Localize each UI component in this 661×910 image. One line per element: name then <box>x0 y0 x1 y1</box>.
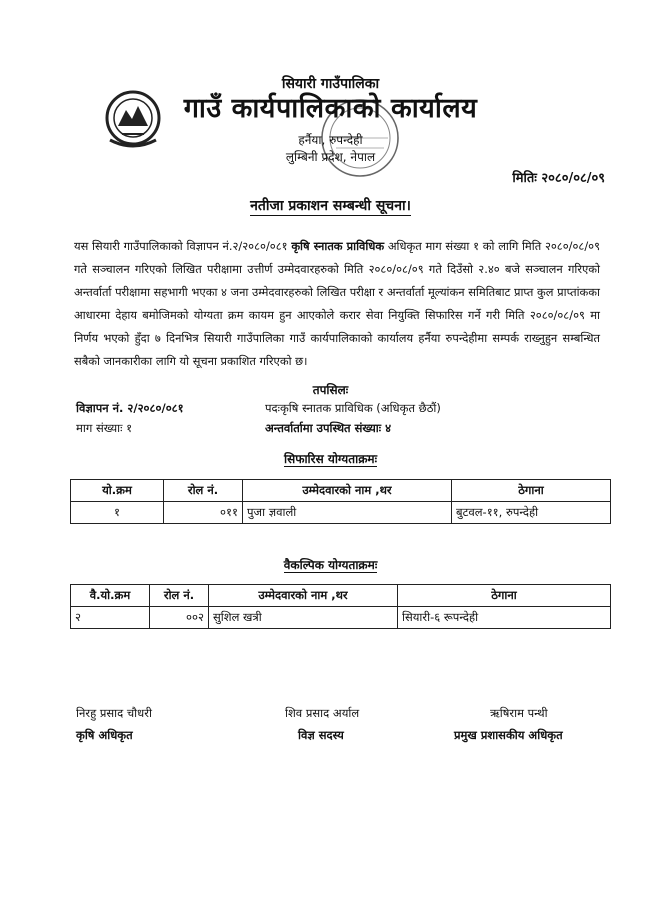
signatory-2-title: विज्ञ सदस्य <box>298 728 344 742</box>
col-roll: रोल नं. <box>150 585 209 607</box>
cell-name: पुजा ज्ञवाली <box>243 502 452 524</box>
office-address-line2: लुम्बिनी प्रदेश, नेपाल <box>285 150 376 164</box>
cell-roll: ०११ <box>164 502 243 524</box>
details-heading: तपसिलः <box>312 383 349 397</box>
signatory-3-title: प्रमुख प्रशासकीय अधिकृत <box>454 728 563 742</box>
signatory-3-name: ऋषिराम पन्थी <box>490 706 548 720</box>
col-order: यो.क्रम <box>71 480 164 502</box>
col-roll: रोल नं. <box>164 480 243 502</box>
cell-address: बुटवल-११, रुपन्देही <box>452 502 611 524</box>
municipality-name: सियारी गाउँपालिका <box>281 76 380 92</box>
col-name: उम्मेदवारको नाम ,थर <box>243 480 452 502</box>
notice-date: मितिः २०८०/०८/०९ <box>512 171 605 186</box>
alternate-table <box>70 584 611 629</box>
recommended-table <box>70 479 611 524</box>
demand-count: माग संख्याः १ <box>76 421 133 435</box>
office-title: गाउँ कार्यपालिकाको कार्यालय <box>183 93 478 124</box>
office-address-line1: हर्नैया, रुपन्देही <box>298 133 363 147</box>
cell-address: सियारी-६ रूपन्देही <box>398 607 611 629</box>
recommended-heading: सिफारिस योग्यताक्रमः <box>283 452 378 466</box>
cell-order: १ <box>71 502 164 524</box>
alternate-heading: वैकल्पिक योग्यताक्रमः <box>283 558 378 572</box>
post-name: कृषि स्नातक प्राविधिक <box>291 239 385 253</box>
table-header-row <box>71 585 611 607</box>
notice-subject: नतीजा प्रकाशन सम्बन्धी सूचना। <box>250 198 411 214</box>
col-address: ठेगाना <box>452 480 611 502</box>
cell-name: सुशिल खत्री <box>209 607 398 629</box>
cell-order: २ <box>71 607 150 629</box>
col-name: उम्मेदवारको नाम ,थर <box>209 585 398 607</box>
body-text-part2: अधिकृत माग संख्या १ को लागि मिति २०८०/०८/०९ गते सञ्चालन गरिएको लिखित परीक्षामा उत्तीर्ण उम्मेदवारहरुको मिति २०८०/०८/०९ गते दिउँसो २.४० बजे सञ्चालन गरिएको अन्तर्वार्ता परीक्षामा सहभागी भएका ४ जना उम्मेदवारहरुको लिखित परीक्षा र अन्तर्वार्ता मूल्यांकन समितिबाट प्राप्त कुल प्राप्तांकका आधारमा देहाय बमोजिमको योग्यता क्रम कायम हुन आएकोले करार सेवा नियुक्ति सिफारिस गर्ने गरी मिति २०८०/०८/०९ मा निर्णय भएको हुँदा ७ दिनभित्र सियारी गाउँपालिका गाउँ कार्यपालिकाको कार्यालय हर्नैया रुपन्देहीमा सम्पर्क राख्नुहुन सम्बन्धित सबैको जानकारीका लागि यो सूचना प्रकाशित गरिएको छ। <box>74 239 601 368</box>
post-detail: पदःकृषि स्नातक प्राविधिक (अधिकृत छैठौं) <box>265 401 441 415</box>
notice-body <box>74 235 600 373</box>
interview-count: अन्तर्वार्तामा उपस्थित संख्याः ४ <box>265 421 392 435</box>
advert-number: विज्ञापन नं. २/२०८०/०८१ <box>76 401 184 415</box>
signatory-1-name: निरहु प्रसाद चौधरी <box>76 706 152 720</box>
signatory-2-name: शिव प्रसाद अर्याल <box>285 706 360 720</box>
col-order: वै.यो.क्रम <box>71 585 150 607</box>
table-row <box>71 607 611 629</box>
body-text-part1: यस सियारी गाउँपालिकाको विज्ञापन नं.२/२०८०/०८१ <box>74 239 292 253</box>
table-row <box>71 502 611 524</box>
table-header-row <box>71 480 611 502</box>
signatory-1-title: कृषि अधिकृत <box>76 728 133 742</box>
cell-roll: ००२ <box>150 607 209 629</box>
col-address: ठेगाना <box>398 585 611 607</box>
